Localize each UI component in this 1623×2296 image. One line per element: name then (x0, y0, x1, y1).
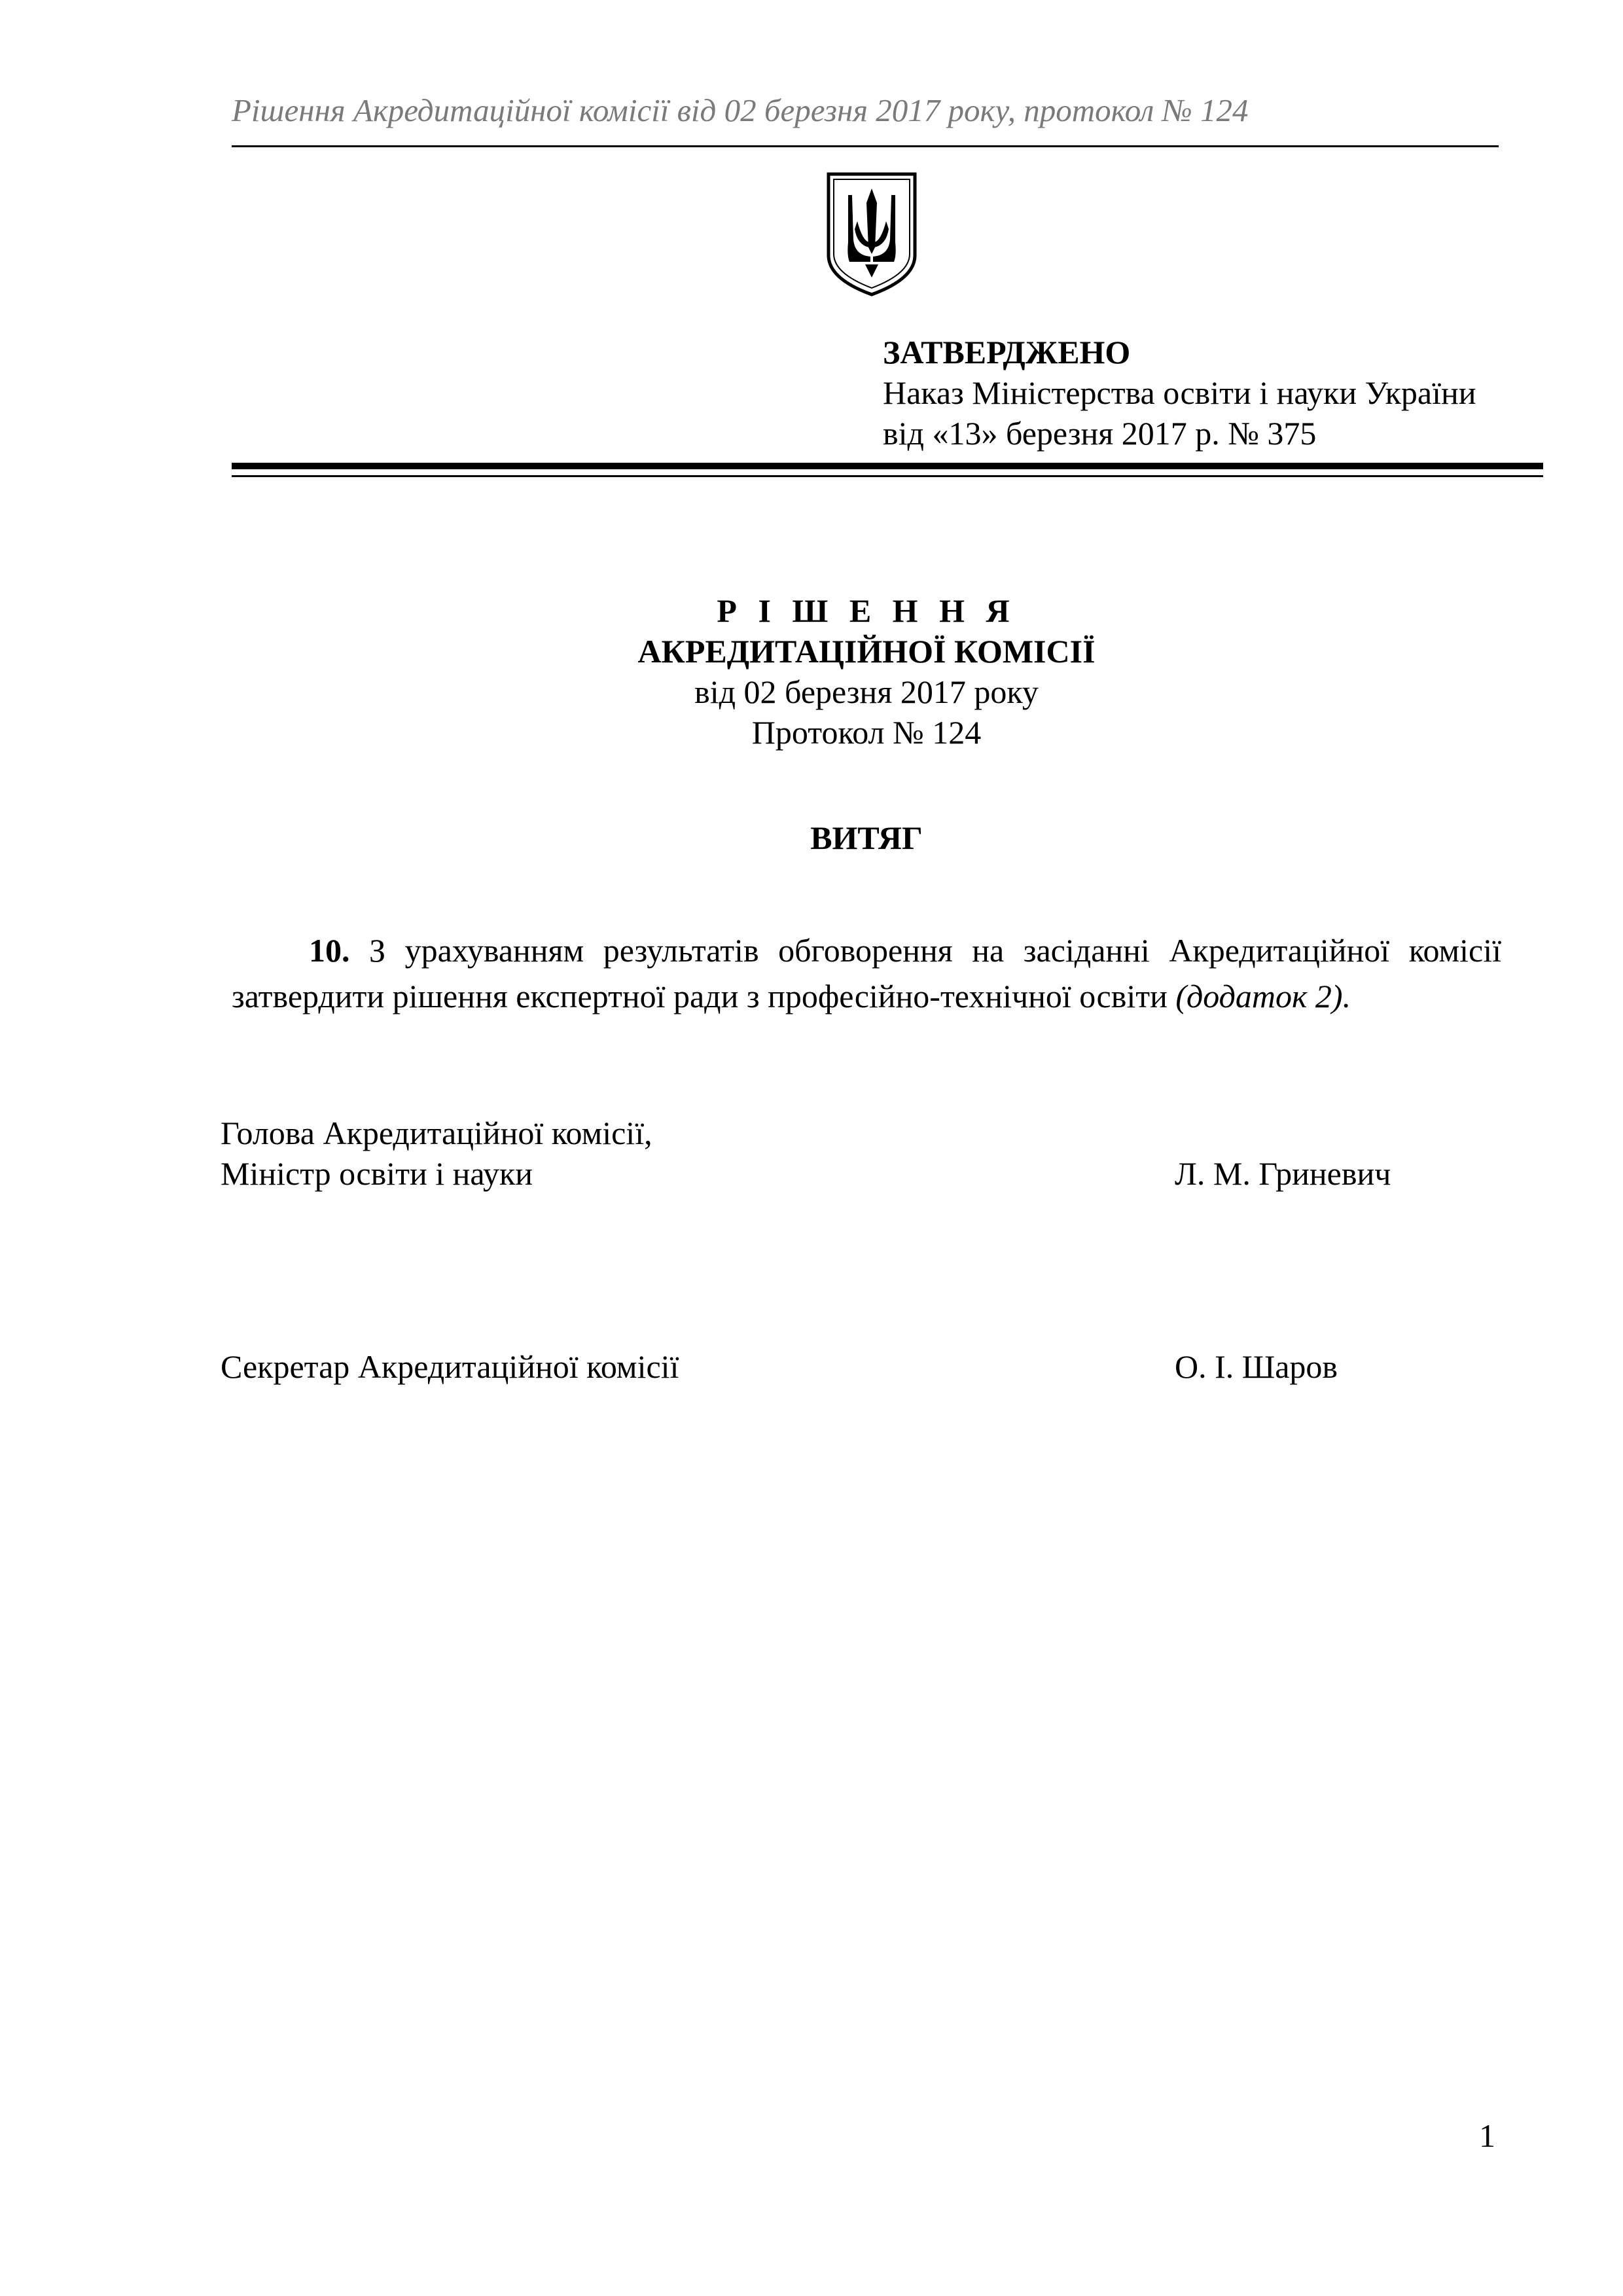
chair-title-line2: Міністр освіти і науки (221, 1155, 533, 1192)
decision-title: Р І Ш Е Н Н Я (717, 592, 1016, 629)
decision-heading (232, 590, 1501, 753)
item-appendix: (додаток 2). (1175, 978, 1351, 1014)
running-header: Рішення Акредитаційної комісії від 02 березня 2017 року, протокол № 124 (232, 92, 1249, 128)
approval-date-line: від «13» березня 2017 р. № 375 (883, 415, 1317, 452)
item-text: З урахуванням результатів обговорення на засіданні Акредитаційної комісії затвердити рішення експертної ради з професійно-технічної освіти (232, 932, 1501, 1014)
header-divider (232, 145, 1499, 147)
double-rule-thin (232, 475, 1543, 477)
approval-order-line: Наказ Міністерства освіти і науки України (883, 374, 1476, 411)
page-number: 1 (1479, 2117, 1495, 2154)
decision-date: від 02 березня 2017 року (694, 673, 1039, 710)
chair-title-line1: Голова Акредитаційної комісії, (221, 1115, 652, 1151)
trident-emblem-icon (823, 169, 920, 298)
decision-item-paragraph (232, 927, 1501, 1019)
extract-title: ВИТЯГ (810, 819, 923, 856)
decision-protocol: Протокол № 124 (751, 714, 982, 751)
decision-subtitle: АКРЕДИТАЦІЙНОЇ КОМІСІЇ (637, 633, 1096, 670)
chair-title (221, 1113, 652, 1194)
item-number: 10. (309, 932, 350, 969)
secretary-name: О. І. Шаров (1175, 1348, 1338, 1385)
secretary-title: Секретар Акредитаційної комісії (221, 1348, 679, 1385)
chair-name: Л. М. Гриневич (1175, 1155, 1391, 1192)
double-rule-thick (232, 463, 1543, 469)
approval-label: ЗАТВЕРДЖЕНО (883, 334, 1131, 370)
approval-stamp (883, 332, 1476, 454)
